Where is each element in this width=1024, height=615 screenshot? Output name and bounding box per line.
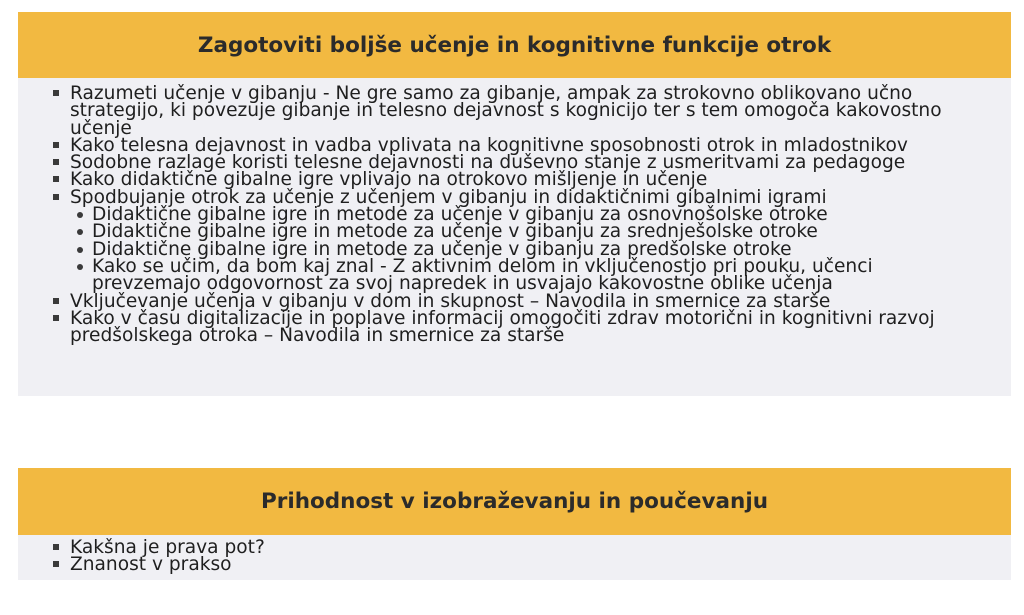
sub-list-item: Didaktične gibalne igre in metode za učenje v gibanju za osnovnošolske otroke bbox=[75, 206, 981, 223]
list-item: Sodobne razlage koristi telesne dejavnosti na duševno stanje z usmeritvami za pedagoge bbox=[53, 154, 981, 171]
sub-list-item: Kako se učim, da bom kaj znal - Z aktivnim delom in vključenostjo pri pouku, učenci prevzemajo odgovornost za svoj napredek in usvajajo kakovostne oblike učenja bbox=[75, 258, 981, 293]
section-body bbox=[18, 535, 1011, 580]
list-item: Kako v času digitalizacije in poplave informacij omogočiti zdrav motorični in kognitivni razvoj predšolskega otroka – Navodila in smernice za starše bbox=[53, 310, 981, 345]
list-item: Znanost v prakso bbox=[53, 556, 981, 573]
square-bullet-icon bbox=[53, 159, 59, 165]
square-bullet-icon bbox=[53, 176, 59, 182]
sub-topic-list bbox=[70, 204, 981, 295]
round-bullet-icon bbox=[77, 212, 83, 218]
section-header bbox=[18, 12, 1011, 78]
section-title: Zagotoviti boljše učenje in kognitivne funkcije otrok bbox=[197, 32, 832, 58]
section-future-education bbox=[18, 468, 1011, 580]
square-bullet-icon bbox=[53, 194, 59, 200]
square-bullet-icon bbox=[53, 561, 59, 567]
square-bullet-icon bbox=[53, 544, 59, 550]
square-bullet-icon bbox=[53, 90, 59, 96]
round-bullet-icon bbox=[77, 247, 83, 253]
square-bullet-icon bbox=[53, 315, 59, 321]
list-item: Kako telesna dejavnost in vadba vplivata na kognitivne sposobnosti otrok in mladostnikov bbox=[53, 137, 981, 154]
sub-list-item: Didaktične gibalne igre in metode za učenje v gibanju za srednješolske otroke bbox=[75, 223, 981, 240]
square-bullet-icon bbox=[53, 298, 59, 304]
square-bullet-icon bbox=[53, 142, 59, 148]
list-item: Spodbujanje otrok za učenje z učenjem v gibanju in didaktičnimi gibalnimi igrami Didaktične gibalne igre in metode za učenje v gibanju za osnovnošolske otroke Didaktične gibalne igre in metode za učenje v gibanju za srednješolske otroke Didaktične gibalne igre in metode za učenje v gibanju za predšolske otroke Kako se učim, da bom kaj znal - Z aktivnim delom in vključenostjo pri pouku, učenci prevzemajo odgovornost za svoj napredek in usvajajo kakovostne oblike učenja bbox=[53, 189, 981, 293]
list-item: Kako didaktične gibalne igre vplivajo na otrokovo mišljenje in učenje bbox=[53, 171, 981, 188]
section-title: Prihodnost v izobraževanju in poučevanju bbox=[260, 489, 769, 514]
section-learning bbox=[18, 12, 1011, 396]
list-item: Vključevanje učenja v gibanju v dom in skupnost – Navodila in smernice za starše bbox=[53, 293, 981, 310]
round-bullet-icon bbox=[77, 264, 83, 270]
topic-list bbox=[53, 539, 981, 574]
list-item: Kakšna je prava pot? bbox=[53, 539, 981, 556]
list-item: Razumeti učenje v gibanju - Ne gre samo za gibanje, ampak za strokovno oblikovano učno strategijo, ki povezuje gibanje in telesno dejavnost s kognicijo ter s tem omogoča kakovostno učenje bbox=[53, 85, 981, 137]
topic-list bbox=[53, 83, 981, 347]
round-bullet-icon bbox=[77, 229, 83, 235]
section-header bbox=[18, 468, 1011, 535]
sub-list-item: Didaktične gibalne igre in metode za učenje v gibanju za predšolske otroke bbox=[75, 241, 981, 258]
section-body bbox=[18, 78, 1011, 396]
